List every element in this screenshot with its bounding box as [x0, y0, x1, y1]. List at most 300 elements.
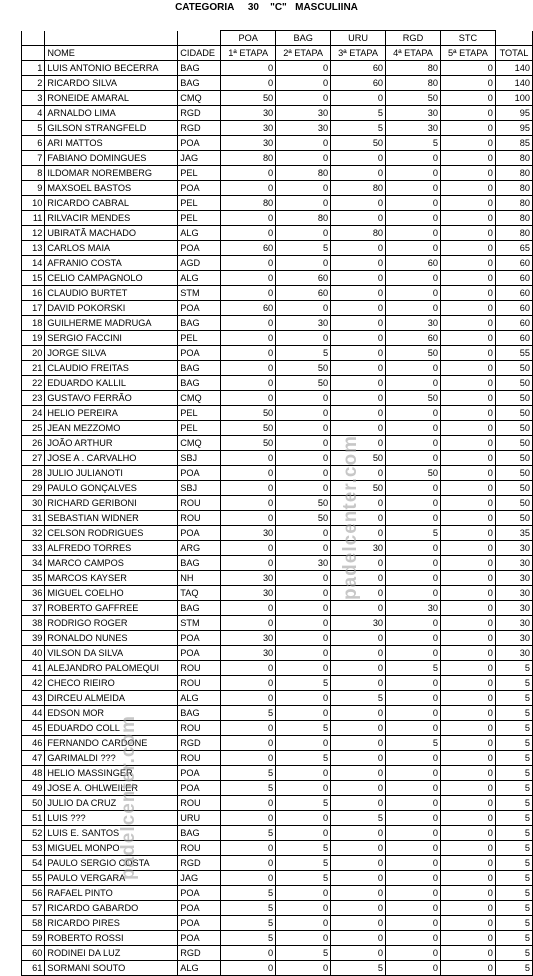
cell-stage-5: 0	[440, 361, 495, 376]
blank-cell	[0, 241, 22, 256]
cell-stage-3: 0	[331, 166, 386, 181]
cell-stage-1: 0	[221, 496, 276, 511]
cell-total: 50	[495, 376, 532, 391]
venue-header-row	[0, 31, 533, 46]
blank-cell	[178, 31, 221, 46]
cell-rank: 36	[22, 586, 45, 601]
column-header-total: TOTAL	[495, 46, 532, 61]
cell-total: 30	[495, 616, 532, 631]
cell-stage-4: 0	[386, 826, 441, 841]
cell-stage-5: 0	[440, 451, 495, 466]
cell-city: BAG	[178, 316, 221, 331]
cell-name: SERGIO FACCINI	[45, 331, 178, 346]
blank-cell	[0, 901, 22, 916]
cell-stage-2: 0	[276, 196, 331, 211]
cell-stage-4: 60	[386, 256, 441, 271]
blank-cell	[0, 871, 22, 886]
cell-stage-4: 0	[386, 916, 441, 931]
blank-cell	[0, 151, 22, 166]
cell-total: 5	[495, 691, 532, 706]
cell-stage-2: 0	[276, 526, 331, 541]
cell-stage-4: 0	[386, 796, 441, 811]
cell-stage-4: 0	[386, 376, 441, 391]
cell-stage-1: 0	[221, 286, 276, 301]
cell-stage-1: 5	[221, 766, 276, 781]
cell-stage-4: 0	[386, 811, 441, 826]
cell-stage-4: 0	[386, 211, 441, 226]
cell-rank: 37	[22, 601, 45, 616]
cell-rank: 23	[22, 391, 45, 406]
table-row	[0, 226, 533, 241]
cell-rank: 5	[22, 121, 45, 136]
cell-stage-1: 50	[221, 91, 276, 106]
cell-stage-4: 0	[386, 571, 441, 586]
cell-stage-1: 30	[221, 526, 276, 541]
cell-stage-2: 5	[276, 721, 331, 736]
cell-stage-3: 0	[331, 706, 386, 721]
cell-city: BAG	[178, 361, 221, 376]
table-row	[0, 436, 533, 451]
cell-city: BAG	[178, 76, 221, 91]
cell-stage-2: 0	[276, 151, 331, 166]
cell-stage-5: 0	[440, 226, 495, 241]
cell-city: BAG	[178, 706, 221, 721]
page-title: CATEGORIA 30 "C" MASCULIINA	[175, 2, 358, 13]
cell-stage-1: 0	[221, 541, 276, 556]
cell-city: AGD	[178, 256, 221, 271]
cell-total: 5	[495, 796, 532, 811]
cell-total: 5	[495, 961, 532, 976]
blank-cell	[0, 286, 22, 301]
cell-total: 30	[495, 586, 532, 601]
table-row	[0, 841, 533, 856]
cell-stage-2: 0	[276, 406, 331, 421]
cell-city: ALG	[178, 961, 221, 976]
cell-stage-4: 80	[386, 76, 441, 91]
cell-total: 95	[495, 106, 532, 121]
cell-total: 50	[495, 436, 532, 451]
table-row	[0, 496, 533, 511]
cell-stage-2: 5	[276, 751, 331, 766]
cell-stage-2: 0	[276, 886, 331, 901]
cell-stage-1: 0	[221, 331, 276, 346]
cell-stage-3: 50	[331, 451, 386, 466]
cell-total: 5	[495, 871, 532, 886]
cell-stage-2: 0	[276, 181, 331, 196]
cell-stage-5: 0	[440, 466, 495, 481]
cell-total: 5	[495, 721, 532, 736]
cell-stage-1: 30	[221, 571, 276, 586]
cell-stage-4: 0	[386, 421, 441, 436]
cell-total: 30	[495, 556, 532, 571]
cell-stage-1: 0	[221, 556, 276, 571]
cell-stage-2: 50	[276, 361, 331, 376]
cell-stage-4: 0	[386, 451, 441, 466]
cell-stage-1: 30	[221, 646, 276, 661]
blank-cell	[0, 526, 22, 541]
cell-name: JOÃO ARTHUR	[45, 436, 178, 451]
cell-stage-5: 0	[440, 331, 495, 346]
cell-stage-5: 0	[440, 316, 495, 331]
table-row	[0, 331, 533, 346]
cell-stage-3: 0	[331, 796, 386, 811]
cell-city: ALG	[178, 691, 221, 706]
cell-rank: 54	[22, 856, 45, 871]
cell-stage-3: 0	[331, 241, 386, 256]
cell-rank: 45	[22, 721, 45, 736]
cell-stage-1: 0	[221, 676, 276, 691]
cell-stage-3: 0	[331, 526, 386, 541]
cell-stage-3: 60	[331, 61, 386, 76]
blank-cell	[0, 421, 22, 436]
venue-label: BAG	[276, 31, 331, 46]
cell-stage-5: 0	[440, 586, 495, 601]
table-row	[0, 691, 533, 706]
blank-cell	[0, 451, 22, 466]
cell-city: CMQ	[178, 436, 221, 451]
cell-stage-4: 0	[386, 481, 441, 496]
blank-cell	[0, 361, 22, 376]
cell-stage-4: 0	[386, 706, 441, 721]
cell-stage-2: 0	[276, 916, 331, 931]
cell-stage-5: 0	[440, 421, 495, 436]
blank-cell	[0, 376, 22, 391]
blank-cell	[0, 691, 22, 706]
cell-name: ROBERTO GAFFREE	[45, 601, 178, 616]
cell-name: JEAN MEZZOMO	[45, 421, 178, 436]
table-row	[0, 421, 533, 436]
cell-stage-5: 0	[440, 931, 495, 946]
cell-stage-2: 5	[276, 241, 331, 256]
table-row	[0, 511, 533, 526]
table-row	[0, 526, 533, 541]
cell-stage-2: 0	[276, 571, 331, 586]
venue-label: POA	[221, 31, 276, 46]
cell-stage-1: 50	[221, 436, 276, 451]
cell-city: BAG	[178, 376, 221, 391]
cell-rank: 44	[22, 706, 45, 721]
cell-stage-5: 0	[440, 556, 495, 571]
cell-name: RICARDO GABARDO	[45, 901, 178, 916]
cell-stage-5: 0	[440, 391, 495, 406]
cell-rank: 49	[22, 781, 45, 796]
cell-stage-1: 0	[221, 76, 276, 91]
cell-stage-4: 0	[386, 181, 441, 196]
cell-stage-1: 0	[221, 841, 276, 856]
cell-city: RGD	[178, 856, 221, 871]
cell-stage-2: 5	[276, 841, 331, 856]
cell-city: POA	[178, 886, 221, 901]
cell-stage-4: 30	[386, 601, 441, 616]
cell-stage-1: 0	[221, 376, 276, 391]
blank-cell	[0, 751, 22, 766]
cell-stage-4: 0	[386, 286, 441, 301]
table-row	[0, 826, 533, 841]
cell-rank: 42	[22, 676, 45, 691]
cell-city: ROU	[178, 721, 221, 736]
cell-rank: 16	[22, 286, 45, 301]
blank-cell	[0, 886, 22, 901]
table-row	[0, 376, 533, 391]
cell-stage-1: 5	[221, 826, 276, 841]
cell-name: MARCO CAMPOS	[45, 556, 178, 571]
cell-stage-4: 50	[386, 466, 441, 481]
cell-stage-3: 0	[331, 736, 386, 751]
table-row	[0, 781, 533, 796]
cell-stage-5: 0	[440, 916, 495, 931]
cell-name: ARI MATTOS	[45, 136, 178, 151]
cell-name: EDSON MOR	[45, 706, 178, 721]
cell-total: 80	[495, 166, 532, 181]
cell-stage-4: 0	[386, 586, 441, 601]
cell-stage-2: 0	[276, 451, 331, 466]
table-row	[0, 451, 533, 466]
blank-cell	[0, 301, 22, 316]
cell-name: CHECO RIEIRO	[45, 676, 178, 691]
table-row	[0, 151, 533, 166]
cell-stage-3: 0	[331, 91, 386, 106]
table-row	[0, 181, 533, 196]
blank-cell	[22, 46, 45, 61]
cell-city: RGD	[178, 946, 221, 961]
table-row	[0, 811, 533, 826]
cell-city: ARG	[178, 541, 221, 556]
cell-stage-3: 0	[331, 766, 386, 781]
cell-city: URU	[178, 811, 221, 826]
cell-stage-3: 0	[331, 301, 386, 316]
cell-stage-4: 0	[386, 361, 441, 376]
cell-stage-2: 0	[276, 76, 331, 91]
blank-cell	[0, 781, 22, 796]
cell-name: ROBERTO ROSSI	[45, 931, 178, 946]
cell-total: 50	[495, 421, 532, 436]
cell-total: 85	[495, 136, 532, 151]
cell-rank: 18	[22, 316, 45, 331]
cell-name: RICARDO SILVA	[45, 76, 178, 91]
blank-cell	[0, 916, 22, 931]
cell-stage-3: 0	[331, 421, 386, 436]
cell-stage-5: 0	[440, 736, 495, 751]
cell-stage-5: 0	[440, 751, 495, 766]
cell-stage-3: 0	[331, 316, 386, 331]
cell-stage-5: 0	[440, 796, 495, 811]
cell-name: RODINEI DA LUZ	[45, 946, 178, 961]
blank-cell	[0, 106, 22, 121]
cell-stage-3: 0	[331, 376, 386, 391]
cell-stage-2: 0	[276, 661, 331, 676]
cell-stage-3: 0	[331, 751, 386, 766]
cell-stage-4: 5	[386, 736, 441, 751]
table-row	[0, 631, 533, 646]
cell-stage-4: 0	[386, 646, 441, 661]
cell-city: PEL	[178, 421, 221, 436]
cell-stage-1: 60	[221, 241, 276, 256]
table-row	[0, 886, 533, 901]
table-row	[0, 871, 533, 886]
cell-stage-2: 0	[276, 616, 331, 631]
cell-city: BAG	[178, 556, 221, 571]
cell-city: PEL	[178, 211, 221, 226]
cell-stage-1: 0	[221, 721, 276, 736]
cell-city: NH	[178, 571, 221, 586]
cell-total: 60	[495, 286, 532, 301]
blank-cell	[0, 196, 22, 211]
cell-stage-1: 0	[221, 481, 276, 496]
blank-cell	[0, 136, 22, 151]
cell-stage-1: 5	[221, 931, 276, 946]
ranking-table	[0, 30, 533, 976]
cell-total: 50	[495, 481, 532, 496]
cell-rank: 29	[22, 481, 45, 496]
cell-stage-5: 0	[440, 121, 495, 136]
cell-stage-5: 0	[440, 61, 495, 76]
blank-cell	[0, 961, 22, 976]
cell-stage-2: 0	[276, 781, 331, 796]
cell-stage-2: 0	[276, 331, 331, 346]
table-row	[0, 301, 533, 316]
cell-stage-2: 0	[276, 706, 331, 721]
blank-cell	[0, 481, 22, 496]
cell-name: ILDOMAR NOREMBERG	[45, 166, 178, 181]
cell-name: RICHARD GERIBONI	[45, 496, 178, 511]
cell-total: 60	[495, 271, 532, 286]
cell-stage-3: 50	[331, 136, 386, 151]
cell-total: 50	[495, 511, 532, 526]
cell-total: 5	[495, 841, 532, 856]
cell-stage-5: 0	[440, 886, 495, 901]
cell-rank: 26	[22, 436, 45, 451]
cell-stage-2: 0	[276, 631, 331, 646]
cell-stage-4: 0	[386, 946, 441, 961]
blank-cell	[0, 466, 22, 481]
venue-label: URU	[331, 31, 386, 46]
cell-name: CLAUDIO BURTET	[45, 286, 178, 301]
cell-rank: 6	[22, 136, 45, 151]
cell-city: PEL	[178, 166, 221, 181]
cell-stage-1: 0	[221, 271, 276, 286]
blank-cell	[0, 571, 22, 586]
blank-cell	[0, 796, 22, 811]
cell-name: GILSON STRANGFELD	[45, 121, 178, 136]
cell-rank: 60	[22, 946, 45, 961]
cell-stage-3: 0	[331, 256, 386, 271]
cell-stage-5: 0	[440, 301, 495, 316]
blank-cell	[0, 391, 22, 406]
cell-total: 5	[495, 811, 532, 826]
cell-name: HELIO PEREIRA	[45, 406, 178, 421]
blank-cell	[0, 601, 22, 616]
cell-rank: 25	[22, 421, 45, 436]
cell-rank: 61	[22, 961, 45, 976]
cell-stage-1: 30	[221, 106, 276, 121]
cell-stage-1: 50	[221, 421, 276, 436]
cell-stage-2: 0	[276, 691, 331, 706]
cell-city: PEL	[178, 196, 221, 211]
cell-name: GUILHERME MADRUGA	[45, 316, 178, 331]
blank-cell	[0, 631, 22, 646]
cell-stage-5: 0	[440, 841, 495, 856]
cell-rank: 52	[22, 826, 45, 841]
cell-stage-5: 0	[440, 856, 495, 871]
cell-name: RICARDO CABRAL	[45, 196, 178, 211]
cell-stage-2: 0	[276, 136, 331, 151]
cell-stage-3: 5	[331, 691, 386, 706]
cell-stage-5: 0	[440, 511, 495, 526]
blank-cell	[0, 166, 22, 181]
cell-city: PEL	[178, 406, 221, 421]
cell-total: 100	[495, 91, 532, 106]
cell-stage-4: 30	[386, 121, 441, 136]
cell-total: 50	[495, 391, 532, 406]
blank-cell	[0, 841, 22, 856]
cell-total: 50	[495, 406, 532, 421]
cell-stage-3: 0	[331, 946, 386, 961]
blank-cell	[0, 766, 22, 781]
cell-total: 60	[495, 316, 532, 331]
cell-stage-3: 0	[331, 631, 386, 646]
cell-stage-4: 0	[386, 436, 441, 451]
cell-stage-4: 0	[386, 271, 441, 286]
cell-total: 5	[495, 751, 532, 766]
cell-stage-1: 0	[221, 211, 276, 226]
cell-stage-3: 0	[331, 901, 386, 916]
cell-stage-3: 0	[331, 916, 386, 931]
cell-name: VILSON DA SILVA	[45, 646, 178, 661]
table-row	[0, 106, 533, 121]
cell-stage-5: 0	[440, 91, 495, 106]
cell-stage-2: 0	[276, 646, 331, 661]
cell-name: RONALDO NUNES	[45, 631, 178, 646]
cell-city: POA	[178, 466, 221, 481]
cell-stage-1: 60	[221, 301, 276, 316]
cell-stage-4: 50	[386, 346, 441, 361]
venue-label: STC	[440, 31, 495, 46]
cell-stage-3: 0	[331, 856, 386, 871]
cell-stage-3: 5	[331, 106, 386, 121]
blank-cell	[0, 616, 22, 631]
cell-stage-3: 50	[331, 481, 386, 496]
table-row	[0, 856, 533, 871]
table-row	[0, 346, 533, 361]
cell-name: FERNANDO CARDONE	[45, 736, 178, 751]
cell-city: STM	[178, 616, 221, 631]
cell-city: ROU	[178, 676, 221, 691]
table-row	[0, 361, 533, 376]
cell-stage-1: 0	[221, 661, 276, 676]
cell-rank: 47	[22, 751, 45, 766]
blank-cell	[0, 541, 22, 556]
table-row	[0, 406, 533, 421]
cell-name: LUIS E. SANTOS	[45, 826, 178, 841]
cell-city: POA	[178, 526, 221, 541]
blank-cell	[0, 31, 22, 46]
cell-total: 30	[495, 631, 532, 646]
cell-stage-4: 0	[386, 196, 441, 211]
cell-stage-4: 0	[386, 751, 441, 766]
table-row	[0, 676, 533, 691]
cell-rank: 48	[22, 766, 45, 781]
table-row	[0, 931, 533, 946]
cell-stage-5: 0	[440, 166, 495, 181]
cell-total: 50	[495, 466, 532, 481]
table-row	[0, 241, 533, 256]
cell-stage-3: 0	[331, 391, 386, 406]
table-row	[0, 721, 533, 736]
cell-name: JORGE SILVA	[45, 346, 178, 361]
column-header-stage-4: 4ª ETAPA	[386, 46, 441, 61]
cell-city: POA	[178, 181, 221, 196]
cell-stage-5: 0	[440, 901, 495, 916]
